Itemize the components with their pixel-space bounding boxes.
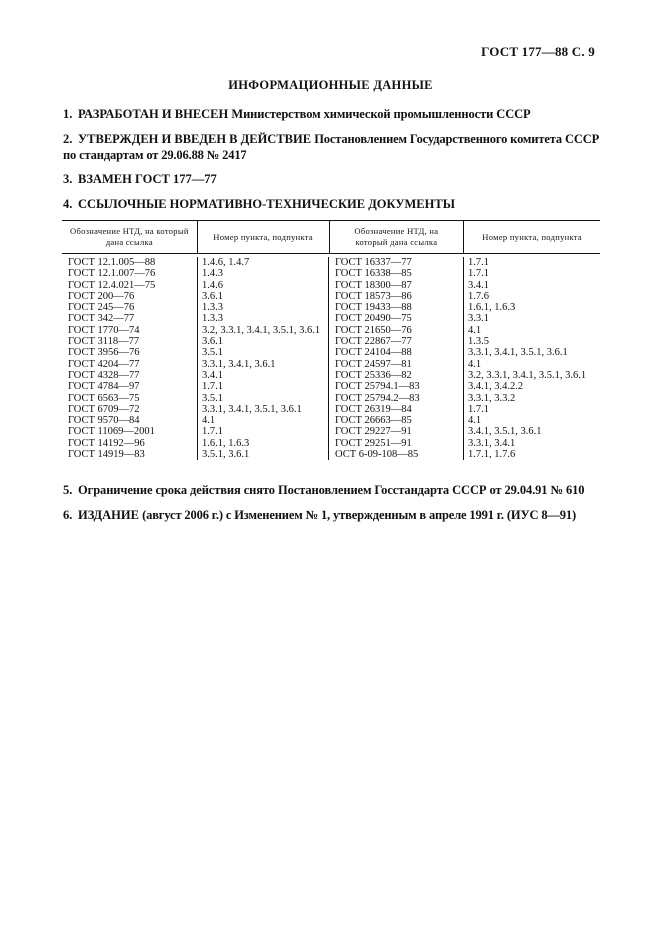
cell-clause: 1.7.1 bbox=[202, 426, 223, 438]
item-lead: ИЗДАНИЕ bbox=[78, 508, 139, 522]
item-text: (август 2006 г.) с Изменением № 1, утвержденным в апреле 1991 г. (ИУС 8—91) bbox=[142, 508, 576, 522]
item-number: 2. bbox=[63, 132, 73, 146]
item-replaces bbox=[63, 171, 603, 187]
item-text: Постановлением Государственного комитета СССР по стандартам от 29.06.88 № 2417 bbox=[63, 132, 600, 162]
cell-designation: ГОСТ 12.1.005—88 bbox=[68, 257, 156, 268]
item-lead: ВЗАМЕН ГОСТ 177—77 bbox=[78, 172, 217, 186]
cell-clause: 1.3.5 bbox=[468, 336, 489, 348]
cell-designation: ГОСТ 16337—77 bbox=[335, 257, 412, 268]
item-edition bbox=[63, 507, 603, 523]
cell-designation: ОСТ 6-09-108—85 bbox=[335, 449, 419, 461]
cell-clause: 1.4.3 bbox=[202, 268, 223, 280]
cell-clause: 1.7.1 bbox=[468, 268, 489, 280]
column-designation-right bbox=[329, 257, 464, 460]
cell-designation: ГОСТ 14919—83 bbox=[68, 449, 145, 461]
cell-clause: 1.3.3 bbox=[202, 302, 223, 314]
cell-clause: 3.4.1 bbox=[468, 279, 489, 291]
item-references bbox=[63, 196, 603, 212]
header-designation-right: Обозначение НТД, на который дана ссылка bbox=[330, 221, 465, 253]
cell-designation: ГОСТ 26319—84 bbox=[335, 403, 412, 415]
cell-designation: ГОСТ 26663—85 bbox=[335, 415, 412, 427]
item-approved bbox=[63, 131, 603, 163]
cell-designation: ГОСТ 21650—76 bbox=[335, 324, 412, 336]
cell-designation: ГОСТ 11069—2001 bbox=[68, 426, 155, 438]
item-number: 6. bbox=[63, 508, 73, 522]
references-table bbox=[62, 220, 600, 460]
cell-clause: 3.2, 3.3.1, 3.4.1, 3.5.1, 3.6.1 bbox=[202, 324, 321, 336]
cell-clause: 4.1 bbox=[468, 358, 482, 370]
item-number: 3. bbox=[63, 172, 73, 186]
cell-designation: ГОСТ 1770—74 bbox=[68, 324, 140, 336]
column-designation-left bbox=[62, 257, 198, 460]
cell-clause: 1.7.6 bbox=[468, 290, 489, 302]
cell-designation: ГОСТ 25794.2—83 bbox=[335, 392, 420, 404]
item-number: 1. bbox=[63, 107, 73, 121]
cell-clause: 3.3.1, 3.3.2 bbox=[468, 392, 516, 404]
cell-designation: ГОСТ 245—76 bbox=[68, 302, 135, 314]
cell-clause: 1.7.1, 1.7.6 bbox=[468, 449, 516, 461]
cell-clause: 1.6.1, 1.6.3 bbox=[468, 302, 516, 314]
cell-designation: ГОСТ 12.4.021—75 bbox=[68, 279, 156, 291]
cell-designation: ГОСТ 19433—88 bbox=[335, 302, 412, 314]
cell-clause: 3.4.1 bbox=[202, 369, 223, 381]
item-validity bbox=[63, 482, 603, 498]
header-clause-left: Номер пункта, подпункта bbox=[198, 221, 330, 253]
table-body bbox=[62, 254, 600, 460]
cell-designation: ГОСТ 18573—86 bbox=[335, 290, 412, 302]
cell-designation: ГОСТ 16338—85 bbox=[335, 268, 412, 280]
column-clause-left bbox=[198, 257, 329, 460]
cell-clause: 3.4.1, 3.5.1, 3.6.1 bbox=[468, 426, 542, 438]
cell-clause: 3.5.1 bbox=[202, 347, 223, 359]
cell-designation: ГОСТ 6563—75 bbox=[68, 392, 140, 404]
cell-clause: 1.6.1, 1.6.3 bbox=[202, 437, 250, 449]
column-clause-right bbox=[464, 257, 600, 460]
cell-clause: 1.3.3 bbox=[202, 313, 223, 325]
item-number: 4. bbox=[63, 197, 73, 211]
cell-clause: 4.1 bbox=[468, 324, 482, 336]
cell-designation: ГОСТ 24597—81 bbox=[335, 358, 412, 370]
cell-clause: 3.4.1, 3.4.2.2 bbox=[468, 381, 524, 393]
cell-designation: ГОСТ 29251—91 bbox=[335, 437, 412, 449]
cell-clause: 3.3.1, 3.4.1, 3.5.1, 3.6.1 bbox=[468, 347, 568, 359]
header-designation-left: Обозначение НТД, на который дана ссылка bbox=[62, 221, 198, 253]
cell-designation: ГОСТ 4784—97 bbox=[68, 381, 140, 393]
item-lead: УТВЕРЖДЕН И ВВЕДЕН В ДЕЙСТВИЕ bbox=[78, 132, 312, 146]
cell-designation: ГОСТ 25794.1—83 bbox=[335, 381, 420, 393]
cell-clause: 1.4.6, 1.4.7 bbox=[202, 257, 250, 268]
cell-designation: ГОСТ 25336—82 bbox=[335, 369, 412, 381]
cell-clause: 4.1 bbox=[468, 415, 482, 427]
page-header: ГОСТ 177—88 С. 9 bbox=[481, 44, 595, 59]
cell-designation: ГОСТ 29227—91 bbox=[335, 426, 412, 438]
cell-clause: 3.5.1, 3.6.1 bbox=[202, 449, 250, 461]
cell-clause: 4.1 bbox=[202, 415, 216, 427]
cell-clause: 3.3.1, 3.4.1 bbox=[468, 437, 516, 449]
cell-designation: ГОСТ 6709—72 bbox=[68, 403, 140, 415]
cell-designation: ГОСТ 9570—84 bbox=[68, 415, 140, 427]
table-header bbox=[62, 221, 600, 254]
cell-clause: 3.3.1 bbox=[468, 313, 489, 325]
cell-clause: 3.3.1, 3.4.1, 3.6.1 bbox=[202, 358, 276, 370]
cell-clause: 1.4.6 bbox=[202, 279, 223, 291]
section-title: ИНФОРМАЦИОННЫЕ ДАННЫЕ bbox=[228, 78, 433, 92]
cell-designation: ГОСТ 3118—77 bbox=[68, 336, 140, 348]
cell-clause: 1.7.1 bbox=[468, 257, 489, 268]
cell-designation: ГОСТ 12.1.007—76 bbox=[68, 268, 156, 280]
cell-designation: ГОСТ 200—76 bbox=[68, 290, 135, 302]
cell-designation: ГОСТ 342—77 bbox=[68, 313, 135, 325]
cell-designation: ГОСТ 14192—96 bbox=[68, 437, 145, 449]
cell-designation: ГОСТ 3956—76 bbox=[68, 347, 140, 359]
item-developed bbox=[63, 106, 603, 122]
cell-clause: 3.6.1 bbox=[202, 336, 223, 348]
cell-clause: 3.2, 3.3.1, 3.4.1, 3.5.1, 3.6.1 bbox=[468, 369, 587, 381]
cell-clause: 3.5.1 bbox=[202, 392, 223, 404]
cell-designation: ГОСТ 20490—75 bbox=[335, 313, 412, 325]
item-number: 5. bbox=[63, 483, 73, 497]
cell-designation: ГОСТ 18300—87 bbox=[335, 279, 412, 291]
item-lead: РАЗРАБОТАН И ВНЕСЕН bbox=[78, 107, 229, 121]
cell-clause: 1.7.1 bbox=[202, 381, 223, 393]
cell-designation: ГОСТ 4328—77 bbox=[68, 369, 140, 381]
cell-designation: ГОСТ 22867—77 bbox=[335, 336, 412, 348]
header-clause-right: Номер пункта, подпункта bbox=[482, 231, 582, 242]
item-lead: ССЫЛОЧНЫЕ НОРМАТИВНО-ТЕХНИЧЕСКИЕ ДОКУМЕНТЫ bbox=[78, 197, 455, 211]
cell-clause: 3.3.1, 3.4.1, 3.5.1, 3.6.1 bbox=[202, 403, 302, 415]
item-text: Ограничение срока действия снято Постановлением Госстандарта СССР от 29.04.91 № 610 bbox=[78, 483, 585, 497]
item-text: Министерством химической промышленности СССР bbox=[231, 107, 531, 121]
cell-clause: 3.6.1 bbox=[202, 290, 223, 302]
cell-designation: ГОСТ 24104—88 bbox=[335, 347, 412, 359]
cell-clause: 1.7.1 bbox=[468, 403, 489, 415]
cell-designation: ГОСТ 4204—77 bbox=[68, 358, 140, 370]
